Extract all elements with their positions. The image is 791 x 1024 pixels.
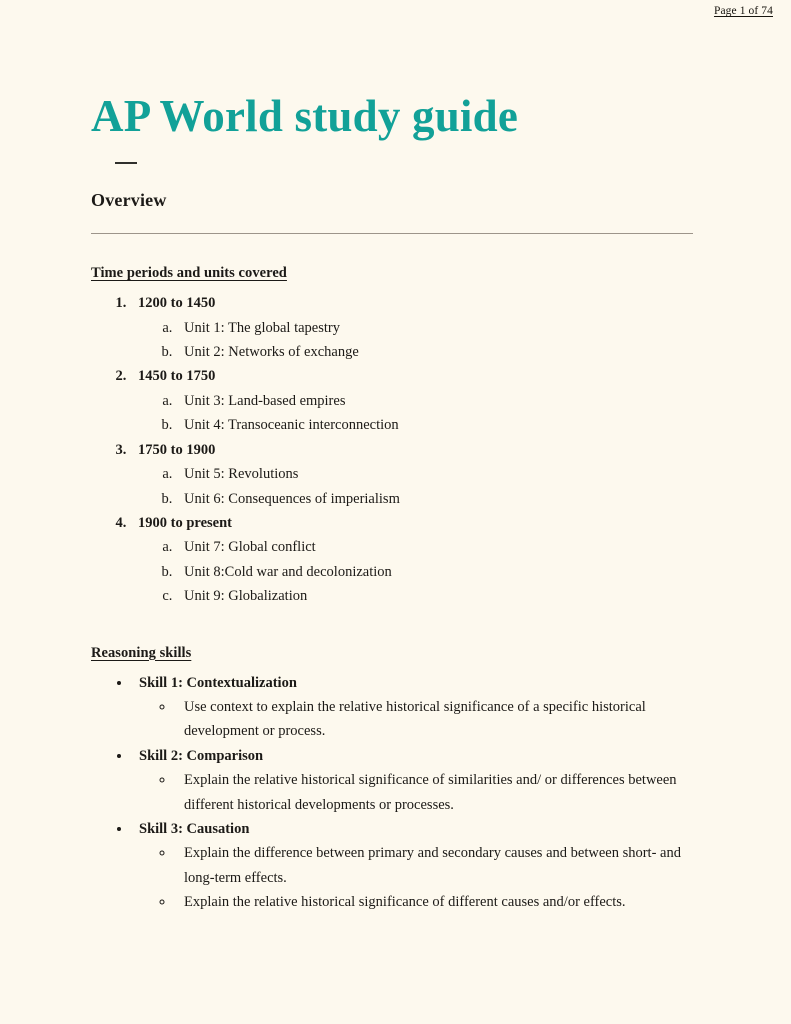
subheading-time-periods: Time periods and units covered (91, 265, 287, 282)
unit-list (138, 462, 701, 511)
list-item (130, 511, 701, 609)
section-divider (91, 233, 693, 234)
skill-label: Skill 2: Comparison (139, 747, 264, 764)
list-item: ◦ Use context to explain the relative historical significance of a specific historical development or process. (175, 695, 701, 744)
list-item: c. Unit 9: Globalization (176, 584, 701, 608)
period-label: 1200 to 1450 (138, 295, 216, 312)
list-item (132, 671, 701, 744)
list-item (130, 364, 701, 437)
skill-detail-list (139, 768, 701, 817)
document-body (91, 0, 701, 915)
subheading-reasoning-skills: Reasoning skills (91, 644, 192, 661)
skill-detail-list (139, 695, 701, 744)
list-item: b. Unit 8:Cold war and decolonization (176, 560, 701, 584)
list-item (132, 817, 701, 915)
page-title: AP World study guide (91, 91, 519, 141)
time-periods-list (91, 291, 701, 608)
list-item: a. Unit 1: The global tapestry (176, 316, 701, 340)
list-item (130, 291, 701, 364)
list-item: ◦ Explain the difference between primary and secondary causes and between short- and long-term effects. (175, 841, 701, 890)
list-item: ◦ Explain the relative historical significance of different causes and/or effects. (175, 890, 701, 914)
unit-list (138, 316, 701, 365)
skill-label: Skill 1: Contextualization (139, 674, 297, 691)
list-item: b. Unit 2: Networks of exchange (176, 340, 701, 364)
reasoning-skills-list (91, 671, 701, 915)
list-item: b. Unit 4: Transoceanic interconnection (176, 413, 701, 437)
list-item: ◦ Explain the relative historical significance of similarities and/ or differences between different historical developments or processes. (175, 768, 701, 817)
list-item (132, 744, 701, 817)
period-label: 1900 to present (138, 514, 232, 531)
unit-list (138, 535, 701, 608)
section-heading-overview: Overview (91, 190, 167, 211)
list-item: a. Unit 7: Global conflict (176, 535, 701, 559)
unit-list (138, 389, 701, 438)
list-item: b. Unit 6: Consequences of imperialism (176, 487, 701, 511)
page-number-label: Page 1 of 74 (713, 5, 773, 17)
page-header (714, 5, 773, 17)
period-label: 1450 to 1750 (138, 368, 216, 385)
skill-label: Skill 3: Causation (139, 820, 250, 837)
list-item: a. Unit 3: Land-based empires (176, 389, 701, 413)
period-label: 1750 to 1900 (138, 441, 216, 458)
skill-detail-list (139, 841, 701, 914)
list-item: a. Unit 5: Revolutions (176, 462, 701, 486)
list-item (130, 438, 701, 511)
